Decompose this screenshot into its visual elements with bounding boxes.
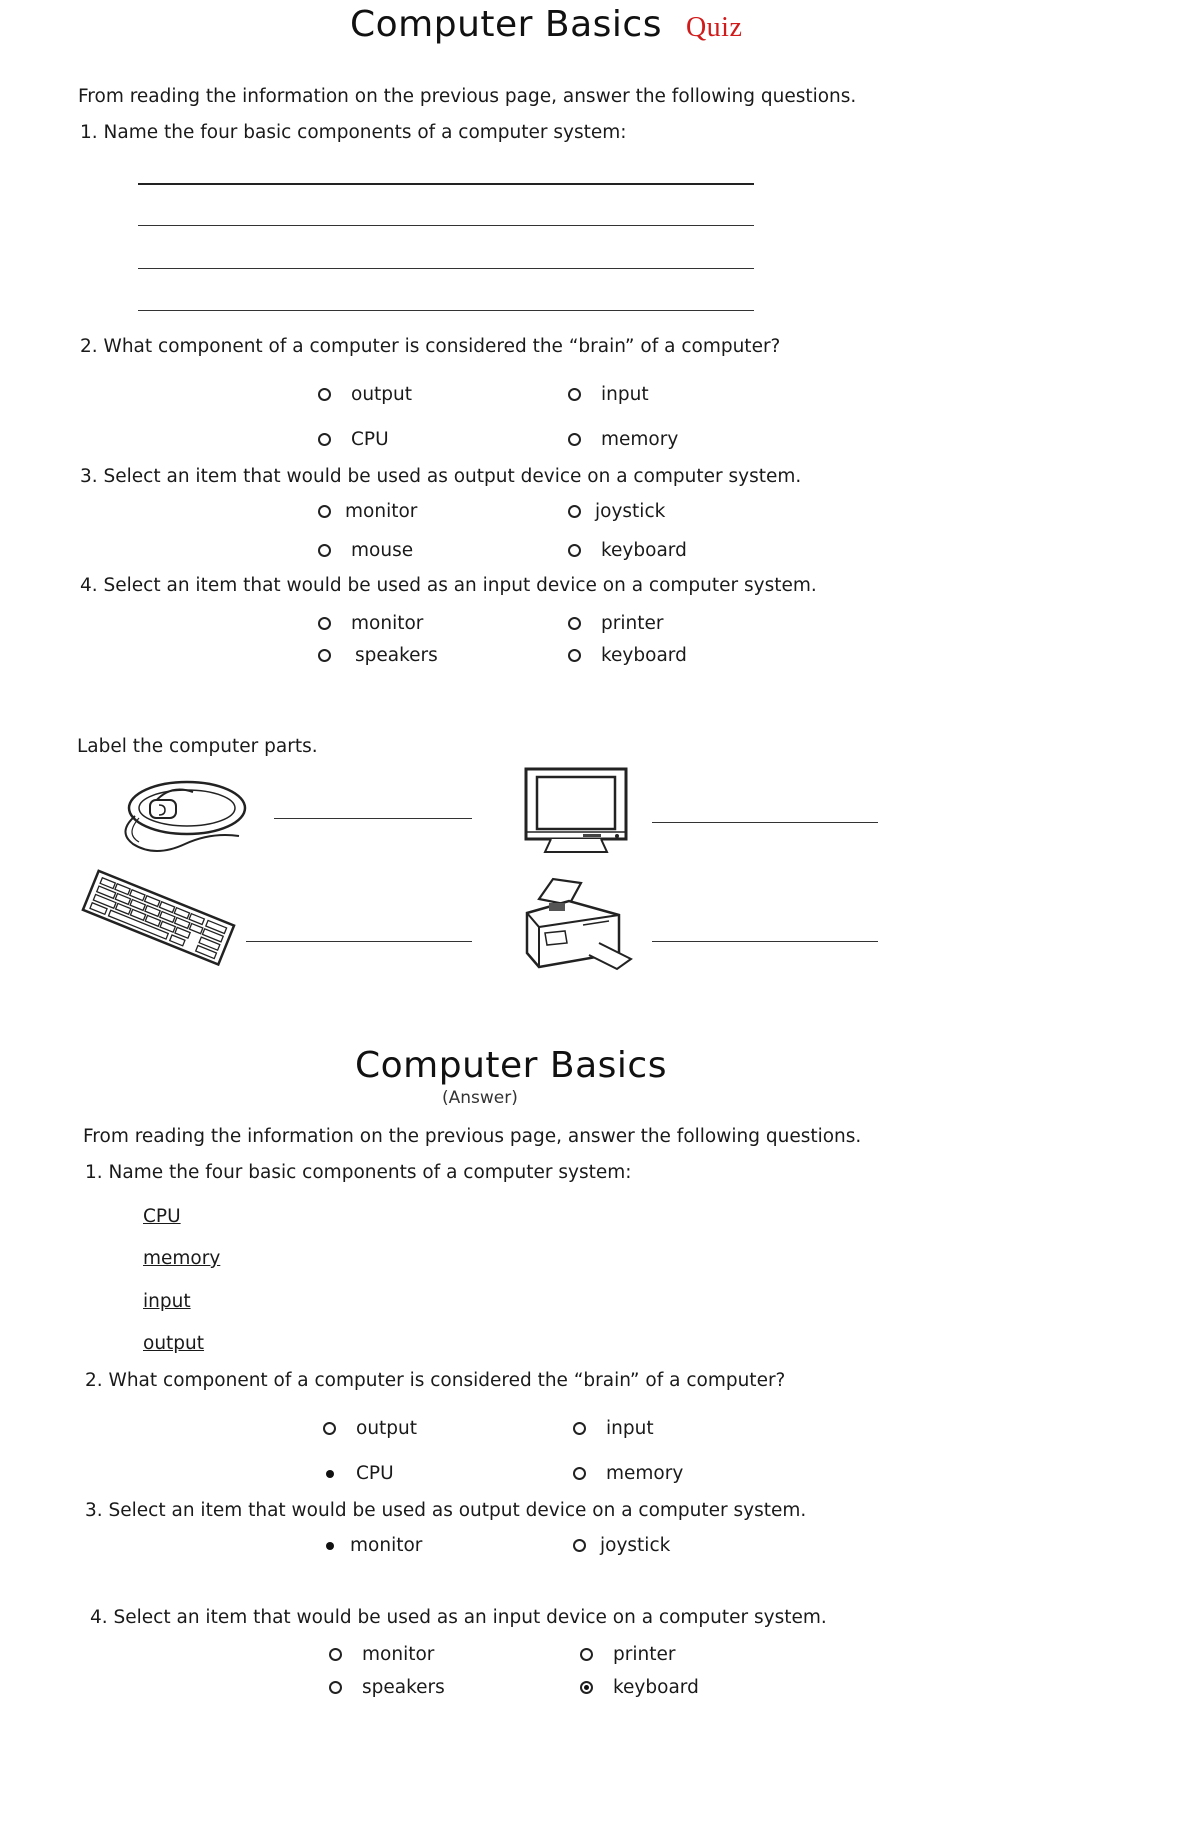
radio-icon[interactable] <box>318 544 331 557</box>
radio-icon[interactable] <box>568 649 581 662</box>
bullet-icon <box>326 1542 334 1550</box>
q4-option-printer[interactable]: printer <box>568 613 663 634</box>
radio-icon[interactable] <box>318 388 331 401</box>
answer-title: Computer Basics <box>355 1045 667 1086</box>
answer-item-2: memory <box>143 1248 221 1269</box>
q3-option-monitor[interactable]: monitor <box>318 501 417 522</box>
q4-option-keyboard[interactable]: keyboard <box>568 645 687 666</box>
radio-icon[interactable] <box>568 505 581 518</box>
aq2-option-cpu-selected[interactable]: CPU <box>323 1463 394 1484</box>
radio-icon[interactable] <box>573 1467 586 1480</box>
radio-icon[interactable] <box>323 1422 336 1435</box>
q4-option-speakers[interactable]: speakers <box>318 645 438 666</box>
q3-option-mouse[interactable]: mouse <box>318 540 413 561</box>
quiz-question-4: 4. Select an item that would be used as an input device on a computer system. <box>80 575 817 596</box>
mouse-icon <box>115 772 255 862</box>
radio-icon[interactable] <box>568 617 581 630</box>
aq2-option-input[interactable]: input <box>573 1418 654 1439</box>
q2-option-input[interactable]: input <box>568 384 649 405</box>
aq4-option-monitor[interactable]: monitor <box>329 1644 434 1665</box>
quiz-tag: Quiz <box>685 12 743 43</box>
quiz-title <box>350 4 742 45</box>
aq4-option-speakers[interactable]: speakers <box>329 1677 445 1698</box>
label-line-mouse[interactable] <box>274 818 472 819</box>
aq4-option-keyboard-selected[interactable]: keyboard <box>580 1677 699 1698</box>
radio-icon[interactable] <box>568 433 581 446</box>
q4-option-monitor[interactable]: monitor <box>318 613 423 634</box>
answer-question-4: 4. Select an item that would be used as an input device on a computer system. <box>90 1607 827 1628</box>
q3-option-keyboard[interactable]: keyboard <box>568 540 687 561</box>
label-parts-heading: Label the computer parts. <box>77 736 318 757</box>
answer-question-2: 2. What component of a computer is considered the “brain” of a computer? <box>85 1370 786 1391</box>
quiz-question-2: 2. What component of a computer is considered the “brain” of a computer? <box>80 336 781 357</box>
q2-option-cpu[interactable]: CPU <box>318 429 389 450</box>
answer-line-3[interactable] <box>138 268 754 269</box>
q3-option-joystick[interactable]: joystick <box>568 501 665 522</box>
label-line-printer[interactable] <box>652 941 878 942</box>
bullet-icon <box>326 1470 334 1478</box>
radio-icon[interactable] <box>580 1648 593 1661</box>
radio-icon[interactable] <box>568 388 581 401</box>
answer-intro: From reading the information on the previous page, answer the following questions. <box>83 1126 862 1147</box>
quiz-question-3: 3. Select an item that would be used as output device on a computer system. <box>80 466 802 487</box>
radio-icon[interactable] <box>329 1648 342 1661</box>
radio-icon[interactable] <box>568 544 581 557</box>
radio-icon[interactable] <box>573 1539 586 1552</box>
q2-option-memory[interactable]: memory <box>568 429 678 450</box>
radio-icon[interactable] <box>318 433 331 446</box>
answer-line-4[interactable] <box>138 310 754 311</box>
q2-option-output[interactable]: output <box>318 384 412 405</box>
answer-item-3: input <box>143 1291 191 1312</box>
quiz-title-text: Computer Basics <box>350 4 662 45</box>
quiz-question-1: 1. Name the four basic components of a computer system: <box>80 122 627 143</box>
radio-icon[interactable] <box>318 649 331 662</box>
answer-item-1: CPU <box>143 1206 181 1227</box>
aq2-option-output[interactable]: output <box>323 1418 417 1439</box>
radio-icon[interactable] <box>318 617 331 630</box>
answer-subtitle: (Answer) <box>442 1088 518 1108</box>
radio-icon[interactable] <box>329 1681 342 1694</box>
radio-selected-icon[interactable] <box>580 1681 593 1694</box>
quiz-intro: From reading the information on the previous page, answer the following questions. <box>78 86 857 107</box>
keyboard-icon <box>78 866 236 966</box>
answer-line-2[interactable] <box>138 225 754 226</box>
answer-line-1[interactable] <box>138 183 754 185</box>
radio-icon[interactable] <box>318 505 331 518</box>
label-line-keyboard[interactable] <box>246 941 472 942</box>
aq3-option-monitor-selected[interactable]: monitor <box>323 1535 422 1556</box>
aq2-option-memory[interactable]: memory <box>573 1463 683 1484</box>
radio-icon[interactable] <box>573 1422 586 1435</box>
answer-question-1: 1. Name the four basic components of a computer system: <box>85 1162 632 1183</box>
label-line-monitor[interactable] <box>652 822 878 823</box>
aq3-option-joystick[interactable]: joystick <box>573 1535 670 1556</box>
monitor-icon <box>523 766 631 856</box>
aq4-option-printer[interactable]: printer <box>580 1644 675 1665</box>
answer-item-4: output <box>143 1333 205 1354</box>
answer-question-3: 3. Select an item that would be used as output device on a computer system. <box>85 1500 807 1521</box>
printer-icon <box>519 873 637 973</box>
